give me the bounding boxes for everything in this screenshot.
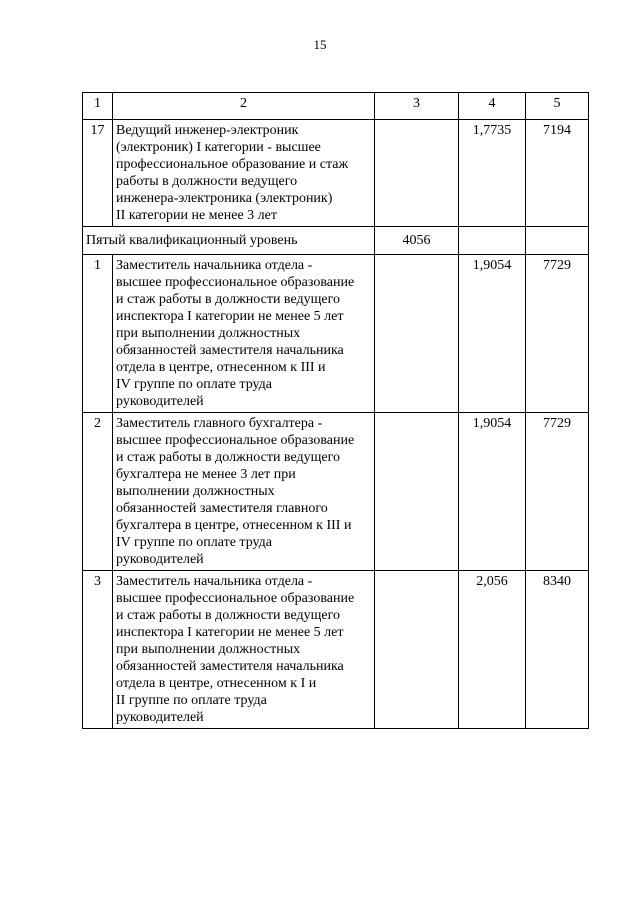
table-row	[83, 255, 589, 413]
coefficient-cell: 2,056	[459, 571, 526, 729]
position-description: Заместитель главного бухгалтера - высшее профессиональное образование и стаж работы в должности ведущего бухгалтера не менее 3 лет при выполнении должностных обязанностей заместителя главного бухгалтера в центре, отнесенном к III и IV группе по оплате труда руководителей	[113, 413, 375, 571]
table-row	[83, 413, 589, 571]
header-cell-3: 3	[375, 93, 459, 120]
page-number: 15	[313, 37, 327, 52]
coefficient-cell: 1,9054	[459, 255, 526, 413]
header-cell-2: 2	[113, 93, 375, 120]
coefficient-cell: 1,7735	[459, 120, 526, 227]
coefficient-cell: 1,9054	[459, 413, 526, 571]
position-description: Ведущий инженер-электроник (электроник) I категории - высшее профессиональное образование и стаж работы в должности ведущего инженера-электроника (электроник) II категории не менее 3 лет	[113, 120, 375, 227]
table-header-row	[83, 93, 589, 120]
header-cell-4: 4	[459, 93, 526, 120]
base-salary-cell	[375, 571, 459, 729]
position-description: Заместитель начальника отдела - высшее профессиональное образование и стаж работы в должности ведущего инспектора I категории не менее 5 лет при выполнении должностных обязанностей заместителя начальника отдела в центре, отнесенном к III и IV группе по оплате труда руководителей	[113, 255, 375, 413]
row-number: 2	[83, 413, 113, 571]
table-row	[83, 120, 589, 227]
table-row	[83, 571, 589, 729]
base-salary-cell	[375, 413, 459, 571]
header-cell-1: 1	[83, 93, 113, 120]
salary-cell: 7729	[526, 413, 589, 571]
salary-cell: 7194	[526, 120, 589, 227]
row-number: 1	[83, 255, 113, 413]
salary-cell: 7729	[526, 255, 589, 413]
base-salary-cell	[375, 255, 459, 413]
qualification-level-base-salary: 4056	[375, 227, 459, 255]
salary-cell: 8340	[526, 571, 589, 729]
qualification-table	[82, 92, 589, 729]
empty-cell	[459, 227, 526, 255]
position-description: Заместитель начальника отдела - высшее профессиональное образование и стаж работы в должности ведущего инспектора I категории не менее 5 лет при выполнении должностных обязанностей заместителя начальника отдела в центре, отнесенном к I и II группе по оплате труда руководителей	[113, 571, 375, 729]
qualification-level-label: Пятый квалификационный уровень	[83, 227, 375, 255]
row-number: 17	[83, 120, 113, 227]
header-cell-5: 5	[526, 93, 589, 120]
qualification-level-row	[83, 227, 589, 255]
base-salary-cell	[375, 120, 459, 227]
row-number: 3	[83, 571, 113, 729]
empty-cell	[526, 227, 589, 255]
